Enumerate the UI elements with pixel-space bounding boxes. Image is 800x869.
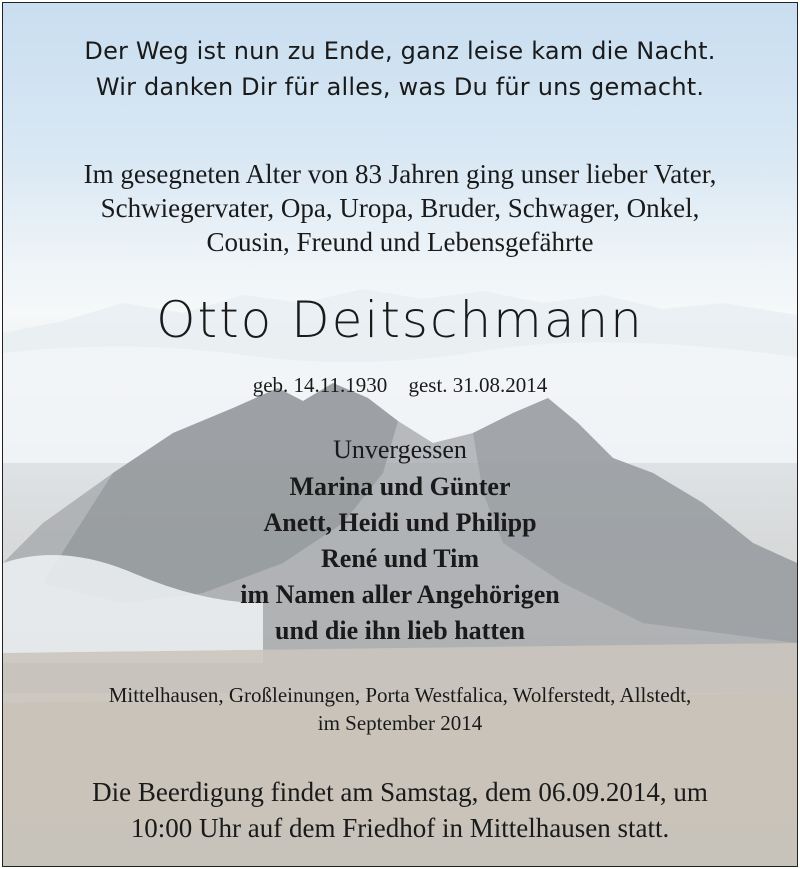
motto-verse	[3, 33, 797, 105]
mourner-line: und die ihn lieb hatten	[275, 616, 525, 645]
birth-date: geb. 14.11.1930	[252, 373, 388, 397]
places-line: Mittelhausen, Großleinungen, Porta Westfalica, Wolferstedt, Allstedt,	[108, 683, 692, 707]
motto-line: Wir danken Dir für alles, was Du für uns gemacht.	[95, 73, 705, 101]
mourner-line: Marina und Günter	[289, 472, 511, 501]
motto-line: Der Weg ist nun zu Ende, ganz leise kam die Nacht.	[84, 37, 716, 65]
mourners-list	[3, 469, 797, 649]
places-and-date	[3, 681, 797, 737]
mourner-line: Anett, Heidi und Philipp	[263, 508, 537, 537]
unvergessen-heading: Unvergessen	[333, 435, 467, 464]
funeral-notice	[3, 774, 797, 846]
death-date: gest. 31.08.2014	[408, 373, 548, 397]
obituary-card	[2, 2, 798, 867]
intro-text	[3, 157, 797, 259]
mourner-line: René und Tim	[321, 544, 479, 573]
intro-line: Schwiegervater, Opa, Uropa, Bruder, Schwager, Onkel,	[100, 193, 700, 223]
date-line: im September 2014	[317, 711, 483, 735]
deceased-name: Otto Deitschmann	[156, 291, 644, 349]
funeral-line: 10:00 Uhr auf dem Friedhof in Mittelhausen statt.	[130, 813, 670, 843]
intro-line: Im gesegneten Alter von 83 Jahren ging unser lieber Vater,	[83, 159, 717, 189]
mourner-line: im Namen aller Angehörigen	[240, 580, 560, 609]
life-dates	[3, 373, 797, 398]
funeral-line: Die Beerdigung findet am Samstag, dem 06.09.2014, um	[92, 777, 708, 807]
intro-line: Cousin, Freund und Lebensgefährte	[206, 227, 594, 257]
